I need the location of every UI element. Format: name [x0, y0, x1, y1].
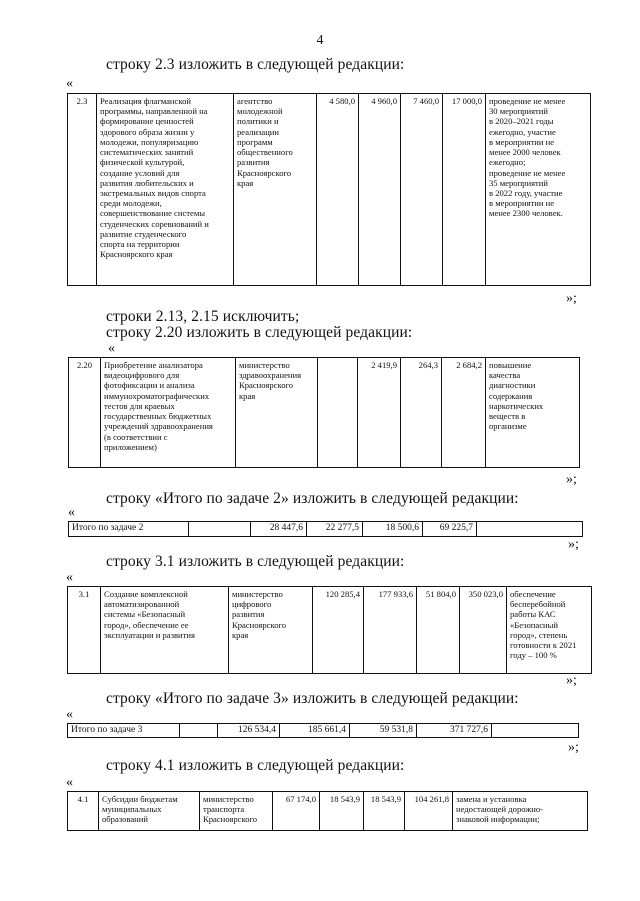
cell-total: 17 000,0	[443, 94, 486, 286]
cell-v1: 126 534,4	[218, 724, 280, 738]
cell-line: замена и установка	[456, 794, 527, 804]
instruction-total-task-3: строку «Итого по задаче 3» изложить в следующей редакции:	[106, 690, 519, 707]
close-mark: »;	[568, 740, 579, 755]
close-mark: »;	[566, 291, 577, 306]
close-mark: »;	[566, 472, 577, 487]
cell-line: приложением)	[104, 441, 157, 452]
cell-line: муниципальных	[102, 804, 162, 815]
cell-line: экстремальных видов спорта	[100, 187, 206, 198]
cell-v3: 51 804,0	[417, 587, 460, 674]
cell-line: края	[237, 177, 254, 188]
open-quote: «	[66, 775, 73, 790]
cell-line: министерство	[239, 360, 290, 370]
cell-line: систематических занятий	[100, 147, 194, 158]
open-quote: «	[68, 505, 75, 520]
table-row-4-1	[67, 791, 588, 831]
cell-total: 371 727,6	[417, 724, 492, 738]
cell-line: иммунохроматографических	[104, 390, 210, 401]
cell-v3: 18 543,9	[364, 792, 405, 831]
cell-line: политики и	[237, 116, 279, 127]
cell-line: проведение не менее	[489, 167, 566, 178]
cell-line: развития	[232, 609, 265, 620]
cell-line: Создание комплексной	[104, 589, 188, 599]
cell-line: менее 2000 человек	[489, 147, 561, 158]
cell-line: в мероприятии не	[489, 136, 555, 147]
cell-v2: 177 933,6	[364, 587, 417, 674]
open-quote: «	[66, 76, 73, 91]
open-quote: «	[108, 341, 115, 356]
cell-total: 350 023,0	[460, 587, 507, 674]
cell-line: здорового образа жизни у	[100, 126, 195, 137]
cell-label: Итого по задаче 2	[69, 522, 189, 537]
table-row-3-1	[67, 586, 592, 674]
cell-line: видеоцифрового для	[104, 370, 180, 381]
cell-v2: 22 277,5	[307, 522, 363, 537]
cell-line: системы «Безопасный	[104, 609, 186, 620]
cell-v2: 4 960,0	[359, 94, 401, 286]
cell-line: Приобретение анализатора	[104, 360, 203, 370]
cell-line: автоматизированной	[104, 599, 180, 610]
instruction-row-3-1: строку 3.1 изложить в следующей редакции:	[106, 553, 405, 570]
cell-line: организме	[489, 421, 527, 432]
open-quote: «	[66, 707, 73, 722]
cell-line: наркотических	[489, 400, 544, 411]
cell-line: в мероприятии не	[489, 198, 555, 209]
cell-line: цифрового	[232, 599, 272, 610]
cell-line: агентство	[237, 96, 273, 106]
cell-name	[97, 94, 234, 286]
cell-line: развития	[237, 157, 270, 168]
cell-v3: 18 500,6	[363, 522, 423, 537]
cell-line: ежегодно, участие	[489, 126, 556, 137]
cell-line: спорта на территории	[100, 239, 180, 250]
cell-line: Красноярского края	[100, 249, 173, 260]
cell-line: в 2020–2021 годы	[489, 116, 554, 127]
cell-name	[99, 792, 200, 831]
instruction-row-2-20: строку 2.20 изложить в следующей редакции:	[106, 324, 413, 341]
cell-line: молодежной	[237, 106, 283, 117]
cell-v2: 2 419,9	[358, 358, 401, 468]
cell-line: диагностики	[489, 380, 536, 391]
cell-line: (в соответствии с	[104, 431, 168, 442]
instruction-total-task-2: строку «Итого по задаче 2» изложить в следующей редакции:	[106, 490, 519, 507]
cell-line: обеспечение	[510, 589, 556, 599]
cell-v1: 28 447,6	[251, 522, 307, 537]
cell-total: 104 261,8	[405, 792, 453, 831]
cell-line: «Безопасный	[510, 619, 558, 630]
cell-v3: 59 531,8	[350, 724, 417, 738]
cell-num: 2.3	[68, 94, 97, 286]
cell-line: в 2022 году, участие	[489, 187, 563, 198]
cell-line: тестов для краевых	[104, 400, 175, 411]
cell-label: Итого по задаче 3	[68, 724, 180, 738]
cell-v2: 18 543,9	[320, 792, 364, 831]
cell-line: совершенствование системы	[100, 208, 206, 219]
cell-line: государственных бюджетных	[104, 411, 212, 422]
cell-line: эксплуатации и развития	[104, 629, 195, 640]
cell-line: здравоохранения	[239, 370, 302, 381]
cell-line: создание условий для	[100, 167, 180, 178]
cell-v3: 7 460,0	[401, 94, 443, 286]
cell-line: недостающей дорожно-	[456, 804, 544, 815]
cell-line: Красноярского	[203, 814, 258, 825]
cell-line: Реализация флагманской	[100, 96, 191, 106]
cell-line: 30 мероприятий	[489, 106, 548, 117]
cell-result	[453, 792, 588, 831]
cell-line: ежегодно;	[489, 157, 526, 168]
cell-name	[101, 587, 229, 674]
cell-num: 4.1	[68, 792, 99, 831]
cell-line: физической культурой,	[100, 157, 185, 168]
cell-line: готовности к 2021	[510, 640, 577, 651]
instruction-row-2-3: строку 2.3 изложить в следующей редакции:	[106, 56, 405, 73]
cell-line: программы, направленной на	[100, 106, 208, 117]
cell-line: Красноярского	[232, 619, 287, 630]
cell-line: транспорта	[203, 804, 245, 815]
cell-line: веществ в	[489, 411, 526, 422]
instruction-exclude-rows: строки 2.13, 2.15 исключить;	[106, 308, 300, 325]
cell-v1: 120 285,4	[313, 587, 364, 674]
cell-line: содержания	[489, 390, 533, 401]
cell-agency	[229, 587, 313, 674]
cell-line: проведение не менее	[489, 96, 566, 106]
cell-line: Красноярского	[237, 167, 292, 178]
cell-line: повышение	[489, 360, 532, 370]
cell-total: 69 225,7	[423, 522, 477, 537]
table-total-task-3	[67, 723, 579, 738]
cell-num: 2.20	[69, 358, 101, 468]
instruction-row-4-1: строку 4.1 изложить в следующей редакции:	[106, 757, 405, 774]
page-number: 4	[316, 33, 324, 48]
table-row-2-20	[68, 357, 580, 468]
cell-v1: 67 174,0	[273, 792, 320, 831]
cell-line: город», обеспечение ее	[104, 619, 189, 630]
cell-v3: 264,3	[401, 358, 442, 468]
table-total-task-2	[68, 521, 583, 537]
cell-agency	[236, 358, 318, 468]
cell-line: бесперебойной	[510, 599, 566, 610]
close-mark: »;	[568, 537, 579, 552]
close-mark: »;	[566, 673, 577, 688]
cell-result	[486, 358, 580, 468]
cell-line: программ	[237, 136, 273, 147]
cell-line: году – 100 %	[510, 650, 557, 661]
cell-line: город», степень	[510, 629, 568, 640]
cell-name	[101, 358, 236, 468]
table-row-2-3	[67, 93, 591, 286]
cell-line: развитие студенческого	[100, 228, 187, 239]
cell-line: реализации	[237, 126, 279, 137]
cell-line: общественного	[237, 147, 293, 158]
cell-num: 3.1	[68, 587, 101, 674]
cell-line: молодежи, популяризацию	[100, 136, 199, 147]
cell-line: Субсидии бюджетам	[102, 794, 178, 804]
cell-result	[507, 587, 592, 674]
cell-line: менее 2300 человек.	[489, 208, 563, 219]
cell-line: знаковой информации;	[456, 814, 540, 825]
cell-result	[486, 94, 591, 286]
cell-line: работы КАС	[510, 609, 556, 620]
cell-total: 2 684,2	[442, 358, 486, 468]
cell-v1	[318, 358, 358, 468]
open-quote: «	[66, 570, 73, 585]
cell-line: края	[232, 629, 249, 640]
cell-line: учреждений здравоохранения	[104, 421, 213, 432]
cell-line: 35 мероприятий	[489, 177, 548, 188]
cell-line: развития любительских и	[100, 177, 194, 188]
cell-v2: 185 661,4	[280, 724, 350, 738]
cell-v1: 4 580,0	[317, 94, 359, 286]
cell-line: министерство	[232, 589, 283, 599]
cell-agency	[234, 94, 317, 286]
cell-line: качества	[489, 370, 521, 381]
cell-line: края	[239, 390, 256, 401]
cell-line: студенческих соревнований и	[100, 218, 209, 229]
cell-line: образований	[102, 814, 148, 825]
cell-line: среди молодежи,	[100, 198, 162, 209]
cell-line: формирование ценностей	[100, 116, 194, 127]
cell-line: фотофиксации и анализа	[104, 380, 195, 391]
cell-agency	[200, 792, 273, 831]
cell-line: Красноярского	[239, 380, 294, 391]
cell-line: министерство	[203, 794, 254, 804]
